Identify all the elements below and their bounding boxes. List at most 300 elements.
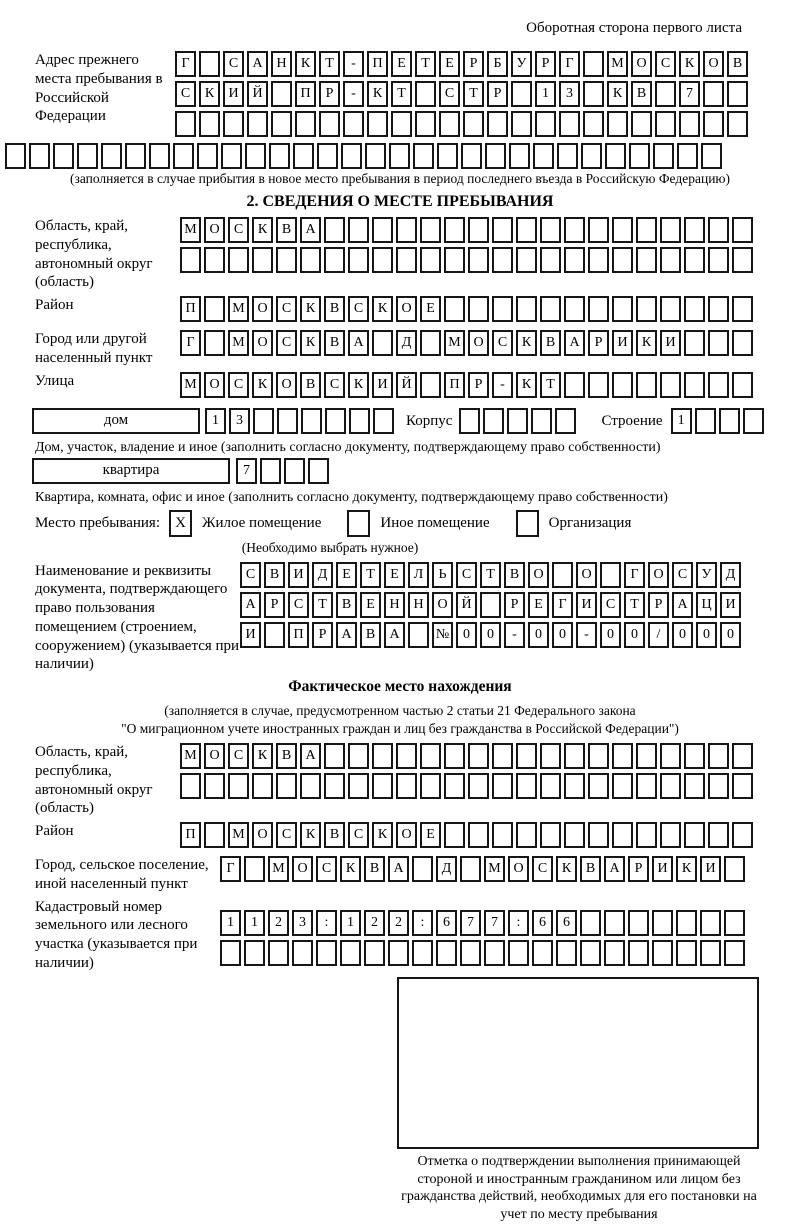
char-cell [372, 217, 393, 243]
char-cell [636, 372, 657, 398]
char-cell [636, 296, 657, 322]
char-cell [708, 822, 729, 848]
char-cell [372, 743, 393, 769]
char-cell [396, 217, 417, 243]
char-cell: В [504, 562, 525, 588]
char-cell [732, 330, 753, 356]
char-cell [532, 940, 553, 966]
char-cell [708, 217, 729, 243]
char-cell [295, 111, 316, 137]
char-cell: С [532, 856, 553, 882]
char-cell: 0 [720, 622, 741, 648]
prev-address-note: (заполняется в случае прибытия в новое место пребывания в период последнего въезда в Российскую Федерацию) [69, 171, 731, 186]
char-cell [396, 247, 417, 273]
char-cell [348, 773, 369, 799]
char-cell [293, 143, 314, 169]
char-cell: 0 [528, 622, 549, 648]
char-cell [516, 296, 537, 322]
char-cell [269, 143, 290, 169]
document-row-1[interactable] [240, 562, 744, 588]
char-cell: С [228, 217, 249, 243]
char-cell [700, 940, 721, 966]
char-cell: К [516, 372, 537, 398]
confirmation-stamp-box [397, 977, 759, 1149]
house-note: Дом, участок, владение и иное (заполнить согласно документу, подтверждающему право собственности) [35, 439, 661, 455]
char-cell: Р [264, 592, 285, 618]
district3-block [0, 822, 800, 852]
char-cell: В [336, 592, 357, 618]
char-cell: С [276, 822, 297, 848]
cadastre-block [0, 898, 800, 973]
char-cell: Е [420, 296, 441, 322]
section3-note-1: (заполняется в случае, предусмотренном частью 2 статьи 21 Федерального закона [164, 703, 636, 718]
apartment-box-label: квартира [32, 458, 230, 484]
char-cell: / [648, 622, 669, 648]
section3-title: Фактическое место нахождения [288, 678, 512, 695]
district-block [0, 296, 800, 326]
char-cell: Е [336, 562, 357, 588]
char-cell: С [228, 743, 249, 769]
char-cell [412, 940, 433, 966]
char-cell [175, 111, 196, 137]
char-cell [460, 940, 481, 966]
char-cell [507, 408, 528, 434]
char-cell: Д [396, 330, 417, 356]
char-cell: С [439, 81, 460, 107]
district3-row[interactable] [180, 822, 756, 848]
char-cell: А [300, 217, 321, 243]
char-cell [372, 773, 393, 799]
char-cell [53, 143, 74, 169]
char-cell [660, 217, 681, 243]
char-cell [268, 940, 289, 966]
char-cell: С [288, 592, 309, 618]
char-cell [588, 372, 609, 398]
char-cell: А [388, 856, 409, 882]
char-cell: Т [624, 592, 645, 618]
char-cell [684, 217, 705, 243]
char-cell [743, 408, 764, 434]
district-row[interactable] [180, 296, 756, 322]
stay-type-row [35, 510, 800, 537]
region3-label: Область, край, республика, автономный округ (область) [35, 744, 153, 817]
char-cell [204, 247, 225, 273]
char-cell: И [652, 856, 673, 882]
section2-title: 2. СВЕДЕНИЯ О МЕСТЕ ПРЕБЫВАНИЯ [246, 193, 554, 210]
city-row[interactable] [180, 330, 756, 356]
char-cell [223, 111, 244, 137]
char-cell [604, 940, 625, 966]
char-cell [436, 940, 457, 966]
char-cell [660, 822, 681, 848]
char-cell: Р [312, 622, 333, 648]
char-cell: К [516, 330, 537, 356]
char-cell: В [727, 51, 748, 77]
char-cell: 2 [388, 910, 409, 936]
char-cell: О [292, 856, 313, 882]
char-cell [284, 458, 305, 484]
char-cell [149, 143, 170, 169]
char-cell [348, 217, 369, 243]
char-cell [724, 910, 745, 936]
char-cell: Т [319, 51, 340, 77]
char-cell [228, 773, 249, 799]
region3-row-2[interactable] [180, 773, 756, 799]
char-cell [77, 143, 98, 169]
char-cell: А [604, 856, 625, 882]
char-cell: У [696, 562, 717, 588]
char-cell [300, 773, 321, 799]
char-cell [684, 822, 705, 848]
char-cell: С [324, 372, 345, 398]
char-cell [271, 111, 292, 137]
char-cell [660, 743, 681, 769]
char-cell: К [199, 81, 220, 107]
char-cell [612, 743, 633, 769]
char-cell: П [444, 372, 465, 398]
apartment-cells[interactable] [236, 458, 332, 484]
char-cell [540, 217, 561, 243]
char-cell: О [576, 562, 597, 588]
street-block [0, 372, 800, 402]
char-cell: 2 [364, 910, 385, 936]
prev-address-row-4[interactable] [5, 143, 800, 169]
char-cell [373, 408, 394, 434]
char-cell [245, 143, 266, 169]
char-cell [325, 408, 346, 434]
char-cell [588, 773, 609, 799]
char-cell [468, 822, 489, 848]
stay-type-checkbox-organization[interactable] [516, 510, 539, 537]
char-cell: : [412, 910, 433, 936]
char-cell: 0 [672, 622, 693, 648]
korpus-label: Корпус [406, 412, 453, 429]
char-cell: С [456, 562, 477, 588]
char-cell [340, 940, 361, 966]
char-cell: 7 [679, 81, 700, 107]
char-cell: В [324, 822, 345, 848]
char-cell: Н [408, 592, 429, 618]
char-cell [583, 81, 604, 107]
stroenie-label: Строение [601, 412, 663, 429]
char-cell [732, 217, 753, 243]
char-cell [349, 408, 370, 434]
korpus-cells[interactable] [459, 408, 579, 434]
char-cell [444, 217, 465, 243]
char-cell: М [444, 330, 465, 356]
char-cell [364, 940, 385, 966]
char-cell [483, 408, 504, 434]
city3-row[interactable] [220, 856, 748, 882]
char-cell: Г [624, 562, 645, 588]
street-label: Улица [35, 372, 75, 389]
char-cell [583, 51, 604, 77]
char-cell [308, 458, 329, 484]
char-cell [511, 111, 532, 137]
char-cell: О [204, 743, 225, 769]
char-cell: В [360, 622, 381, 648]
char-cell: С [228, 372, 249, 398]
char-cell [655, 81, 676, 107]
char-cell: 6 [436, 910, 457, 936]
char-cell [319, 111, 340, 137]
char-cell [612, 247, 633, 273]
char-cell [695, 408, 716, 434]
char-cell: 6 [556, 910, 577, 936]
region-row-1[interactable] [180, 217, 756, 243]
char-cell [636, 822, 657, 848]
char-cell [276, 773, 297, 799]
char-cell [580, 910, 601, 936]
char-cell [253, 408, 274, 434]
char-cell: И [700, 856, 721, 882]
char-cell [660, 773, 681, 799]
char-cell [676, 940, 697, 966]
char-cell: В [276, 743, 297, 769]
char-cell [420, 330, 441, 356]
char-cell [533, 143, 554, 169]
char-cell: 3 [559, 81, 580, 107]
char-cell [540, 822, 561, 848]
char-cell: Й [456, 592, 477, 618]
char-cell [628, 910, 649, 936]
stroenie-cells[interactable] [671, 408, 767, 434]
char-cell [703, 111, 724, 137]
region-row-2[interactable] [180, 247, 756, 273]
cadastre-row-1[interactable] [220, 910, 748, 936]
char-cell: М [228, 822, 249, 848]
char-cell: М [268, 856, 289, 882]
char-cell: : [316, 910, 337, 936]
char-cell: С [348, 822, 369, 848]
char-cell: Р [535, 51, 556, 77]
char-cell [612, 372, 633, 398]
char-cell [636, 773, 657, 799]
char-cell: А [240, 592, 261, 618]
char-cell: Е [528, 592, 549, 618]
char-cell: А [384, 622, 405, 648]
char-cell [204, 296, 225, 322]
char-cell: Е [384, 562, 405, 588]
char-cell [204, 822, 225, 848]
char-cell [247, 111, 268, 137]
prev-address-row-1[interactable] [175, 51, 751, 77]
char-cell: Т [360, 562, 381, 588]
char-cell [588, 296, 609, 322]
char-cell [388, 940, 409, 966]
region3-row-1[interactable] [180, 743, 756, 769]
house-box-label: дом [32, 408, 200, 434]
char-cell [564, 217, 585, 243]
char-cell [724, 940, 745, 966]
prev-address-row-2[interactable] [175, 81, 751, 107]
char-cell [581, 143, 602, 169]
region3-block [0, 743, 800, 818]
char-cell [221, 143, 242, 169]
char-cell [420, 217, 441, 243]
char-cell [580, 940, 601, 966]
char-cell: № [432, 622, 453, 648]
char-cell: Г [175, 51, 196, 77]
char-cell [604, 910, 625, 936]
char-cell [391, 111, 412, 137]
char-cell [228, 247, 249, 273]
cadastre-row-2[interactable] [220, 940, 748, 966]
char-cell: П [180, 296, 201, 322]
char-cell: К [676, 856, 697, 882]
city-label: Город или другой населенный пункт [35, 331, 153, 366]
char-cell: 3 [292, 910, 313, 936]
char-cell [301, 408, 322, 434]
char-cell [372, 330, 393, 356]
char-cell [220, 940, 241, 966]
char-cell: М [228, 330, 249, 356]
char-cell: М [607, 51, 628, 77]
char-cell: Т [415, 51, 436, 77]
char-cell [516, 217, 537, 243]
char-cell [444, 773, 465, 799]
stay-type-option-organization: Организация [548, 514, 632, 531]
char-cell [415, 111, 436, 137]
char-cell: Р [468, 372, 489, 398]
char-cell [684, 247, 705, 273]
char-cell: 0 [696, 622, 717, 648]
char-cell [684, 296, 705, 322]
char-cell: М [228, 296, 249, 322]
char-cell [461, 143, 482, 169]
char-cell [516, 247, 537, 273]
char-cell [653, 143, 674, 169]
prev-address-row-3[interactable] [175, 111, 751, 137]
char-cell: М [180, 217, 201, 243]
char-cell: А [348, 330, 369, 356]
char-cell [557, 143, 578, 169]
char-cell [29, 143, 50, 169]
char-cell: К [607, 81, 628, 107]
stamp-caption: Отметка о подтверждении выполнения принимающей стороной и иностранным гражданином или лицом без гражданства действий, необходимых для его постановки на учет по месту пребывания [401, 1153, 757, 1223]
char-cell [636, 743, 657, 769]
char-cell [468, 217, 489, 243]
char-cell: А [564, 330, 585, 356]
char-cell [252, 773, 273, 799]
char-cell [348, 743, 369, 769]
char-cell: 1 [205, 408, 226, 434]
city3-label: Город, сельское поселение, иной населенный пункт [35, 857, 209, 892]
char-cell: 1 [535, 81, 556, 107]
char-cell [276, 247, 297, 273]
char-cell: В [300, 372, 321, 398]
document-row-2[interactable] [240, 592, 744, 618]
char-cell [684, 773, 705, 799]
char-cell: - [504, 622, 525, 648]
region-label: Область, край, республика, автономный округ (область) [35, 218, 153, 291]
char-cell: И [240, 622, 261, 648]
char-cell: Н [271, 51, 292, 77]
char-cell [732, 372, 753, 398]
char-cell [732, 743, 753, 769]
stay-type-checkbox-other[interactable] [347, 510, 370, 537]
char-cell: С [600, 592, 621, 618]
char-cell [244, 856, 265, 882]
char-cell [412, 856, 433, 882]
char-cell [552, 562, 573, 588]
house-number-cells[interactable] [205, 408, 397, 434]
char-cell [460, 856, 481, 882]
char-cell [636, 247, 657, 273]
char-cell [413, 143, 434, 169]
char-cell: Р [648, 592, 669, 618]
char-cell: Р [504, 592, 525, 618]
char-cell: Ь [432, 562, 453, 588]
char-cell [439, 111, 460, 137]
char-cell [199, 51, 220, 77]
char-cell [300, 247, 321, 273]
char-cell [420, 372, 441, 398]
char-cell [389, 143, 410, 169]
char-cell: Т [540, 372, 561, 398]
street-row[interactable] [180, 372, 756, 398]
char-cell [444, 822, 465, 848]
char-cell [655, 111, 676, 137]
char-cell: А [247, 51, 268, 77]
char-cell [660, 247, 681, 273]
char-cell [636, 217, 657, 243]
char-cell: О [252, 296, 273, 322]
char-cell: Т [312, 592, 333, 618]
char-cell: О [648, 562, 669, 588]
char-cell [444, 247, 465, 273]
char-cell [588, 822, 609, 848]
char-cell [341, 143, 362, 169]
char-cell [588, 217, 609, 243]
stay-type-checkbox-residential[interactable]: X [169, 510, 192, 537]
char-cell [348, 247, 369, 273]
char-cell [531, 408, 552, 434]
corner-note: Оборотная сторона первого листа [526, 20, 742, 36]
char-cell [343, 111, 364, 137]
char-cell [708, 330, 729, 356]
char-cell [732, 247, 753, 273]
char-cell [583, 111, 604, 137]
char-cell [492, 743, 513, 769]
char-cell: Д [312, 562, 333, 588]
char-cell [204, 330, 225, 356]
char-cell [631, 111, 652, 137]
cadastre-label: Кадастровый номер земельного или лесного участка (указывается при наличии) [35, 898, 198, 971]
char-cell [719, 408, 740, 434]
stay-type-label: Место пребывания: [35, 514, 160, 531]
document-row-3[interactable] [240, 622, 744, 648]
char-cell: О [252, 330, 273, 356]
char-cell: 7 [236, 458, 257, 484]
char-cell [252, 247, 273, 273]
char-cell: Е [360, 592, 381, 618]
prev-address-block [0, 51, 800, 141]
char-cell: Е [439, 51, 460, 77]
char-cell [660, 296, 681, 322]
char-cell [125, 143, 146, 169]
char-cell [271, 81, 292, 107]
char-cell [564, 822, 585, 848]
char-cell: Т [463, 81, 484, 107]
char-cell: Г [180, 330, 201, 356]
char-cell [555, 408, 576, 434]
char-cell [459, 408, 480, 434]
char-cell [684, 743, 705, 769]
char-cell: К [556, 856, 577, 882]
char-cell [492, 822, 513, 848]
char-cell [180, 773, 201, 799]
